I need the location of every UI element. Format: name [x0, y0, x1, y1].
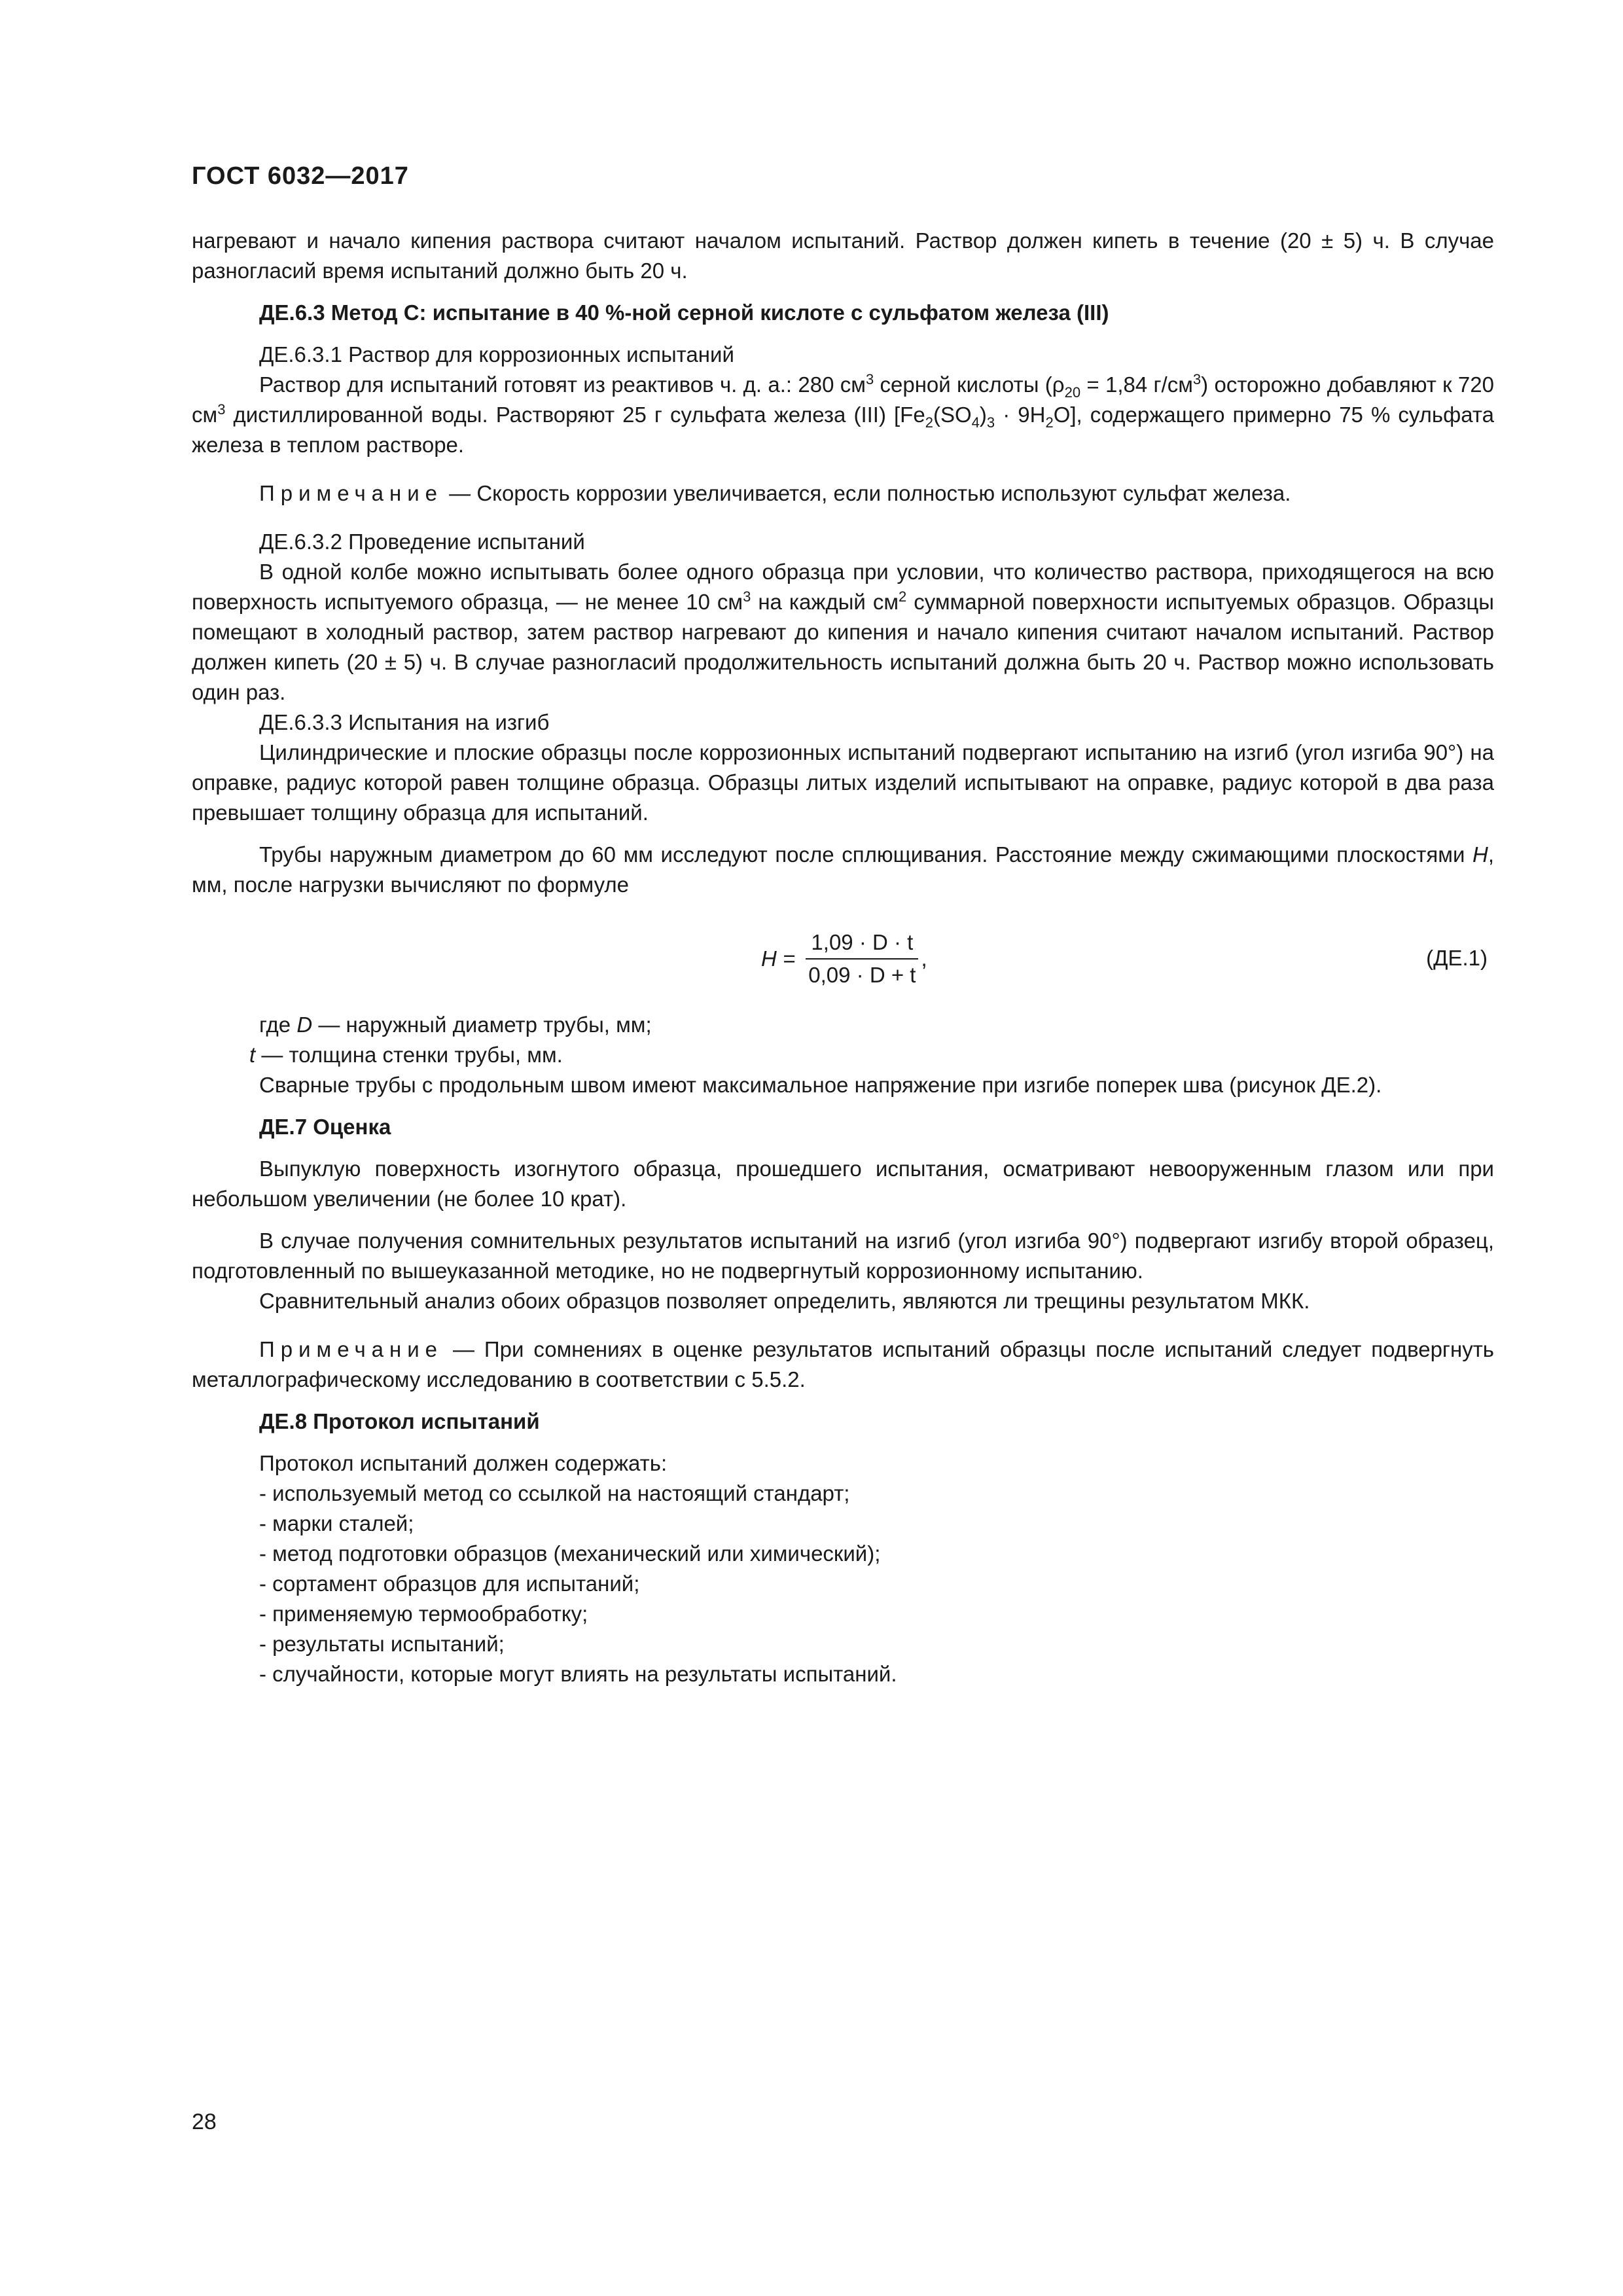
subsection-title-de633: ДЕ.6.3.3 Испытания на изгиб — [259, 710, 550, 734]
subsection-title-de632: ДЕ.6.3.2 Проведение испытаний — [259, 529, 585, 554]
note-1 — [192, 478, 1494, 509]
where-line-2: t — толщина стенки трубы, мм. — [249, 1043, 563, 1067]
paragraph-de632: В одной колбе можно испытывать более одного образца при условии, что количество раствора, приходящегося на всю поверхность испытуемого образца, — не менее 10 $см^3$ на каждый $см^2$ суммарной поверхности испытуемых образцов. Образцы помещают в холодный раствор, затем раствор нагревают до кипения и начало кипения считают началом испытаний. Раствор должен кипеть (20 ± 5) ч. В случае разногласий продолжительность испытаний должна быть 20 ч. Раствор можно использовать один раз. — [192, 560, 1494, 704]
subsection-title-de631: ДЕ.6.3.1 Раствор для коррозионных испытаний — [259, 342, 734, 367]
list-item: - случайности, которые могут влиять на результаты испытаний. — [259, 1662, 897, 1686]
where-line-1: где D — наружный диаметр трубы, мм; — [259, 1013, 652, 1037]
note-2 — [192, 1335, 1494, 1395]
list-item: - метод подготовки образцов (механический или химический); — [259, 1541, 881, 1566]
paragraph-de8-intro: Протокол испытаний должен содержать: — [259, 1451, 668, 1475]
section-heading-de63: ДЕ.6.3 Метод С: испытание в 40 %-ной серной кислоте с сульфатом железа (III) — [259, 300, 1109, 325]
formula-lhs: H = — [761, 946, 796, 971]
paragraph-continuation: нагревают и начало кипения раствора считают началом испытаний. Раствор должен кипеть в течение (20 ± 5) ч. В случае разногласий время испытаний должно быть 20 ч. — [192, 228, 1494, 283]
list-item: - марки сталей; — [259, 1511, 414, 1535]
formula-number: (ДЕ.1) — [1426, 946, 1488, 970]
formula-numerator: 1,09 · D · t — [806, 929, 918, 960]
formula-de1 — [192, 920, 1494, 998]
section-heading-de8: ДЕ.8 Протокол испытаний — [259, 1409, 540, 1433]
formula-denominator: 0,09 · D + t — [808, 963, 916, 987]
section-heading-de7: ДЕ.7 Оценка — [259, 1115, 391, 1139]
list-item: - сортамент образцов для испытаний; — [259, 1571, 640, 1596]
note-label: Примечание — [259, 1337, 444, 1361]
paragraph-de7-3: Сравнительный анализ обоих образцов позволяет определить, являются ли трещины результатом МКК. — [259, 1289, 1310, 1313]
page-number: 28 — [192, 2109, 217, 2134]
paragraph-de631: Раствор для испытаний готовят из реактивов ч. д. а.: 280 $см^3$ серной кислоты ($\rho_{20} = 1,84$ $г/см^3$) осторожно добавляют к 720 $см^3$ дистиллированной воды. Растворяют 25 г сульфата железа (III) $[Fe_2(SO_4)_3 \cdot 9H_2O]$, содержащего примерно 75 % сульфата железа в теплом растворе. — [192, 371, 1494, 457]
note-text: — Скорость коррозии увеличивается, если полностью используют сульфат железа. — [443, 481, 1291, 505]
paragraph-de7-2: В случае получения сомнительных результатов испытаний на изгиб (угол изгиба 90°) подвергают изгибу второй образец, подготовленный по вышеуказанной методике, но не подвергнутый коррозионному испытанию. — [192, 1229, 1494, 1283]
document-body — [192, 226, 1494, 1689]
list-item: - используемый метод со ссылкой на настоящий стандарт; — [259, 1481, 850, 1505]
list-item: - результаты испытаний; — [259, 1632, 505, 1656]
paragraph-weld-note: Сварные трубы с продольным швом имеют максимальное напряжение при изгибе поперек шва (рисунок ДЕ.2). — [259, 1073, 1382, 1097]
note-label: Примечание — [259, 481, 444, 505]
list-item: - применяемую термообработку; — [259, 1602, 588, 1626]
paragraph-de633-1: Цилиндрические и плоские образцы после коррозионных испытаний подвергают испытанию на изгиб (угол изгиба 90°) на оправке, радиус которой равен толщине образца. Образцы литых изделий испытывают на оправке, радиус которой в два раза превышает толщину образца для испытаний. — [192, 740, 1494, 825]
paragraph-de633-2: Трубы наружным диаметром до 60 мм исследуют после сплющивания. Расстояние между сжимающими плоскостями H, мм, после нагрузки вычисляют по формуле — [192, 842, 1494, 897]
paragraph-de7-1: Выпуклую поверхность изогнутого образца, прошедшего испытания, осматривают невооруженным глазом или при небольшом увеличении (не более 10 крат). — [192, 1157, 1494, 1211]
formula-fraction — [803, 929, 921, 988]
formula-tail: , — [921, 946, 927, 971]
formula-expression — [761, 920, 927, 998]
note-text: — При сомнениях в оценке результатов испытаний образцы после испытаний следует подвергнуть металлографическому исследованию в соответствии с 5.5.2. — [192, 1337, 1494, 1391]
document-header: ГОСТ 6032—2017 — [192, 162, 409, 190]
